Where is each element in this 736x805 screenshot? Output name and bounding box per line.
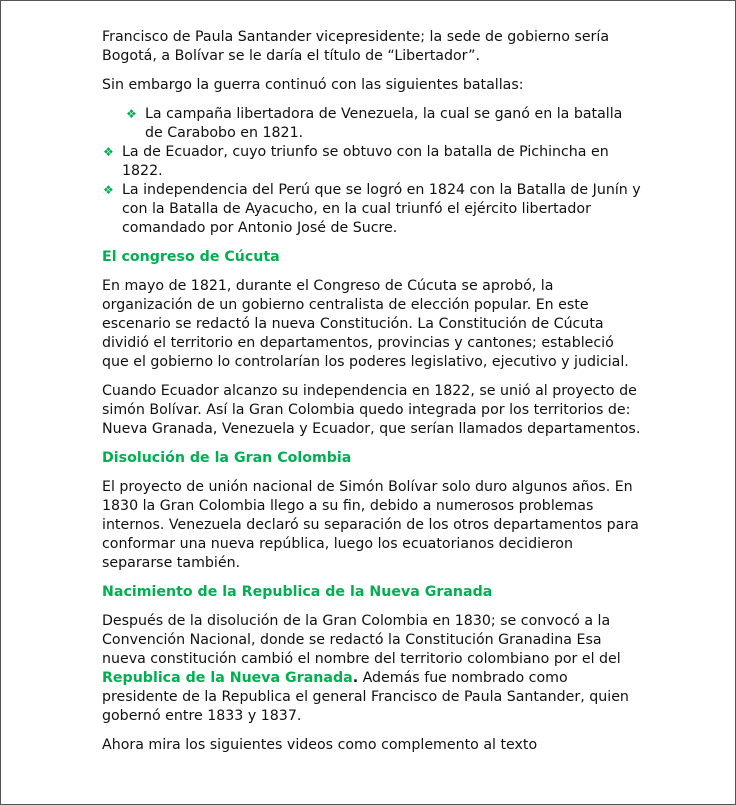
highlight-period: . bbox=[352, 670, 359, 686]
closing-paragraph: Ahora mira los siguientes videos como complemento al texto bbox=[102, 737, 538, 753]
disolucion-paragraph: El proyecto de unión nacional de Simón Bolívar solo duro algunos años. En 1830 la Gran Colombia llego a su fin, debido a numerosos problemas internos. Venezuela declaró su separación de los otros departamentos para conformar una nueva república, luego los ecuatorianos decidieron separarse también. bbox=[102, 479, 639, 571]
section-heading-nacimiento: Nacimiento de la Republica de la Nueva Granada bbox=[102, 584, 493, 600]
list-item-text: La campaña libertadora de Venezuela, la cual se ganó en la batalla de Carabobo en 1821. bbox=[145, 106, 623, 141]
list-item bbox=[103, 181, 642, 238]
nacimiento-paragraph bbox=[102, 612, 642, 726]
list-item-text: La de Ecuador, cuyo triunfo se obtuvo con la batalla de Pichincha en 1822. bbox=[122, 144, 609, 179]
battles-intro-paragraph: Sin embargo la guerra continuó con las siguientes batallas: bbox=[102, 77, 524, 93]
diamond-bullet-icon: ❖ bbox=[103, 183, 114, 197]
congreso-paragraph-2: Cuando Ecuador alcanzo su independencia en 1822, se unió al proyecto de simón Bolívar. Así la Gran Colombia quedo integrada por los territorios de: Nueva Granada, Venezuela y Ecuador, que serían llamados departamentos. bbox=[102, 383, 641, 437]
intro-paragraph: Francisco de Paula Santander vicepresidente; la sede de gobierno sería Bogotá, a Bolívar se le daría el título de “Libertador”. bbox=[102, 29, 610, 64]
section-heading-congreso: El congreso de Cúcuta bbox=[102, 249, 280, 265]
nacimiento-text-a: Después de la disolución de la Gran Colombia en 1830; se convocó a la Convención Nacional, donde se redactó la Constitución Granadina Esa nueva constitución cambió el nombre del territorio colombiano por el del bbox=[102, 613, 621, 667]
diamond-bullet-icon: ❖ bbox=[126, 107, 137, 121]
republic-name-highlight: Republica de la Nueva Granada bbox=[102, 670, 353, 686]
list-item-text: La independencia del Perú que se logró en 1824 con la Batalla de Junín y con la Batalla de Ayacucho, en la cual triunfó el ejército libertador comandado por Antonio José de Sucre. bbox=[122, 182, 641, 236]
list-item bbox=[126, 105, 642, 143]
battles-list bbox=[102, 105, 642, 238]
section-heading-disolucion: Disolución de la Gran Colombia bbox=[102, 450, 352, 466]
document-content bbox=[102, 28, 642, 765]
diamond-bullet-icon: ❖ bbox=[103, 145, 114, 159]
congreso-paragraph-1: En mayo de 1821, durante el Congreso de Cúcuta se aprobó, la organización de un gobierno centralista de elección popular. En este escenario se redactó la nueva Constitución. La Constitución de Cúcuta dividió el territorio en departamentos, provincias y cantones; estableció que el gobierno lo controlarían los poderes legislativo, ejecutivo y judicial. bbox=[102, 278, 629, 370]
nacimiento-text-b: Además fue nombrado como presidente de la Republica el general Francisco de Paula Santander, quien gobernó entre 1833 y 1837. bbox=[102, 670, 629, 724]
list-item bbox=[103, 143, 642, 181]
